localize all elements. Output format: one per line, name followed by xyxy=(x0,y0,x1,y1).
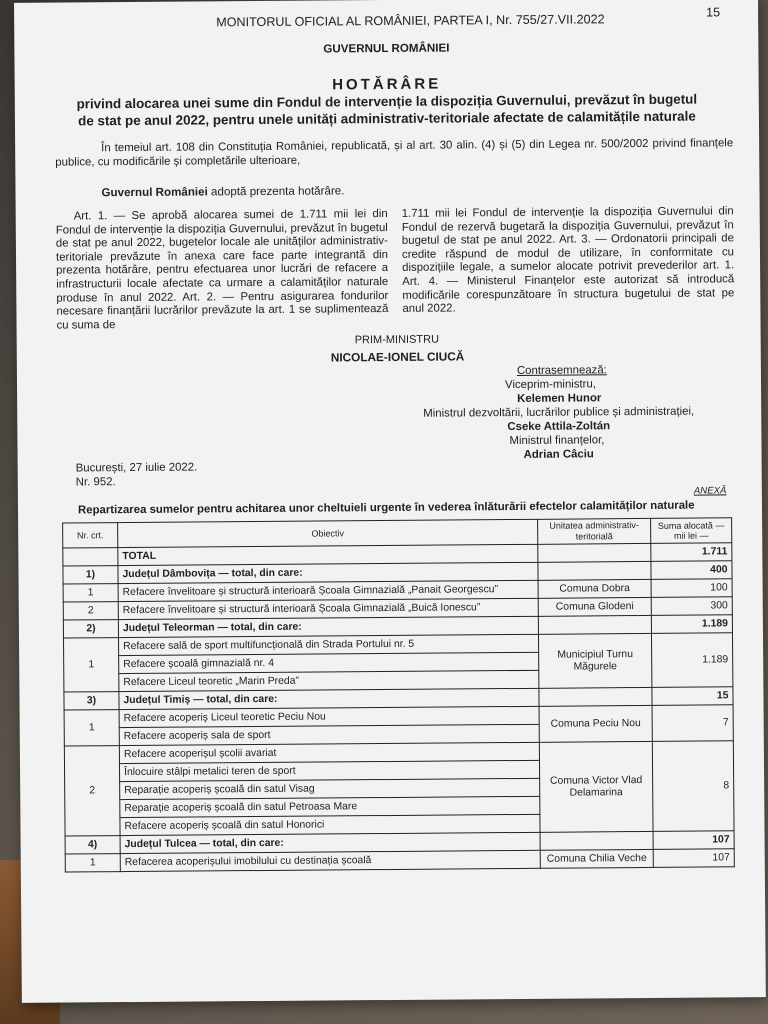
header-nr: Nr. crt. xyxy=(63,523,118,548)
objective-cell: Refacere acoperișul școlii avariat xyxy=(119,742,539,763)
item-number: 2 xyxy=(64,746,120,836)
sum-cell: 7 xyxy=(652,705,733,742)
objective-cell: Refacere Liceul teoretic „Marin Preda” xyxy=(119,670,539,691)
item-number: 1 xyxy=(65,854,120,872)
objective-cell: Refacere învelitoare și structură interioară Școala Gimnazială „Panait Georgescu” xyxy=(118,580,538,601)
unit-cell: Comuna Victor Vlad Delamarina xyxy=(539,741,653,832)
decision-subtitle-line-2: de stat pe anul 2022, pentru unele unități administrativ-teritoriale afectate de calamitățile naturale xyxy=(78,108,696,129)
objective-cell: Refacere acoperiș școală din satul Honorici xyxy=(120,814,540,835)
item-number: 2 xyxy=(63,602,118,620)
decision-title: HOTĂRÂRE xyxy=(332,75,442,94)
county-number: 2) xyxy=(63,620,118,638)
issuer-heading: GUVERNUL ROMÂNIEI xyxy=(323,41,450,56)
government-name: Guvernul României xyxy=(101,185,208,200)
page-number: 15 xyxy=(706,5,721,20)
unit-cell: Comuna Chilia Veche xyxy=(540,849,653,868)
total-nr-cell xyxy=(63,548,118,566)
county-total: 15 xyxy=(652,687,733,706)
sum-cell: 107 xyxy=(653,849,734,868)
objective-cell: Reparație acoperiș școală din satul Petroasa Mare xyxy=(120,796,540,817)
header-unit: Unitatea administrativ-teritorială xyxy=(538,518,651,544)
annex-table-body xyxy=(63,543,735,872)
pm-role: PRIM-MINISTRU xyxy=(354,333,440,347)
signatory-3-name: Adrian Câciu xyxy=(523,448,594,461)
pm-name: NICOLAE-IONEL CIUCĂ xyxy=(330,349,465,365)
table-row xyxy=(65,849,734,872)
county-unit-cell xyxy=(538,561,651,580)
adoption-clause xyxy=(101,184,344,199)
county-number: 1) xyxy=(63,566,118,584)
unit-cell: Comuna Peciu Nou xyxy=(539,705,652,742)
county-total: 400 xyxy=(651,561,732,580)
articles-right-column: 1.711 mii lei Fondul de intervenție la dispoziția Guvernului din Fondul de rezervă bugetară la dispoziția Guvernului, prevăzut în bugetul de stat pe anul 2022. Art. 3. — Ordonatorii principali de credite răspund de modul de utilizare, în conformitate cu dispozițiile legale, a sumelor alocate potrivit prevederilor art. 1. Art. 4. — Ministerul Finanțelor este autorizat să introducă modificările corespunzătoare în structura bugetului de stat pe anul 2022. xyxy=(401,205,735,316)
signatory-1-name: Kelemen Hunor xyxy=(517,392,602,405)
county-unit-cell xyxy=(540,831,653,850)
decision-subtitle-line-1: privind alocarea unei sume din Fondul de intervenție la dispoziția Guvernului, prevăzut în bugetul xyxy=(76,91,698,112)
header-objective: Obiectiv xyxy=(118,519,538,547)
articles-left-column: Art. 1. — Se aprobă alocarea sumei de 1.711 mii lei din Fondul de intervenție la dispoziția Guvernului, prevăzut în bugetul de stat pe anul 2022, bugetelor locale ale unităților administrativ-teritoriale prevăzute în anexa care face parte integrantă din prezenta hotărâre, pentru efectuarea unor lucrări de refacere a infrastructurii locale afectate ca urmare a calamităților naturale produse în anul 2022. Art. 2. — Pentru asigurarea fondurilor necesare finanțării lucrărilor prevăzute la art. 1 se suplimentează cu suma de xyxy=(55,207,389,332)
sum-cell: 300 xyxy=(651,597,732,616)
county-unit-cell xyxy=(538,615,651,634)
objective-cell: Refacerea acoperișului imobilului cu destinația școală xyxy=(120,850,540,871)
county-number: 3) xyxy=(64,692,119,710)
objective-cell: Refacere acoperiș Liceul teoretic Peciu Nou xyxy=(119,706,539,727)
county-name: Județul Timiș — total, din care: xyxy=(119,688,539,709)
objective-cell: Refacere sală de sport multifuncțională din Strada Portului nr. 5 xyxy=(118,634,538,655)
county-total: 107 xyxy=(653,831,734,850)
county-name: Județul Dâmbovița — total, din care: xyxy=(118,562,538,583)
item-number: 1 xyxy=(64,638,119,692)
unit-cell: Municipiul Turnu Măgurele xyxy=(538,633,651,688)
sum-cell: 1.189 xyxy=(651,633,732,688)
adoption-text: adoptă prezenta hotărâre. xyxy=(207,184,345,199)
header-sum: Suma alocată — mii lei — xyxy=(651,518,732,544)
countersign-label: Contrasemnează: xyxy=(516,364,607,377)
place-and-date: București, 27 iulie 2022. xyxy=(75,461,198,475)
annex-table xyxy=(62,517,735,872)
running-title: MONITORUL OFICIAL AL ROMÂNIEI, PARTEA I, Nr. 755/27.VII.2022 xyxy=(216,12,605,30)
county-total: 1.189 xyxy=(651,615,732,634)
signatory-2-name: Cseke Attila-Zoltán xyxy=(507,420,611,434)
county-number: 4) xyxy=(65,836,120,854)
county-name: Județul Tulcea — total, din care: xyxy=(120,832,540,853)
unit-cell: Comuna Glodeni xyxy=(538,597,651,616)
item-number: 1 xyxy=(64,710,119,746)
total-value: 1.711 xyxy=(651,543,732,562)
objective-cell: Reparație acoperiș școală din satul Visag xyxy=(120,778,540,799)
signatory-1-role: Viceprim-ministru, xyxy=(504,378,597,392)
signatory-2-role: Ministrul dezvoltării, lucrărilor publice și administrației, xyxy=(423,405,695,420)
document-page xyxy=(14,0,766,1003)
county-name: Județul Teleorman — total, din care: xyxy=(118,616,538,637)
annex-title: Repartizarea sumelor pentru achitarea unor cheltuieli urgente în vederea înlăturării efectelor calamităților naturale xyxy=(77,499,695,517)
preamble: În temeiul art. 108 din Constituția României, republicată, și al art. 30 alin. (4) și (5) din Legea nr. 500/2002 privind finanțele publice, cu modificările și completările ulterioare, xyxy=(55,137,734,169)
sum-cell: 8 xyxy=(652,741,734,832)
objective-cell: Înlocuire stâlpi metalici teren de sport xyxy=(119,760,539,781)
total-label: TOTAL xyxy=(118,544,538,565)
county-unit-cell xyxy=(539,687,652,706)
objective-cell: Refacere acoperiș sala de sport xyxy=(119,724,539,745)
objective-cell: Refacere învelitoare și structură interioară Școala Gimnazială „Buică Ionescu” xyxy=(118,598,538,619)
annex-label: ANEXĂ xyxy=(693,485,727,497)
total-unit-cell xyxy=(538,543,651,562)
signatory-3-role: Ministrul finanțelor, xyxy=(509,434,605,448)
item-number: 1 xyxy=(63,584,118,602)
sum-cell: 100 xyxy=(651,579,732,598)
decision-number: Nr. 952. xyxy=(75,476,116,489)
unit-cell: Comuna Dobra xyxy=(538,579,651,598)
objective-cell: Refacere școală gimnazială nr. 4 xyxy=(119,652,539,673)
